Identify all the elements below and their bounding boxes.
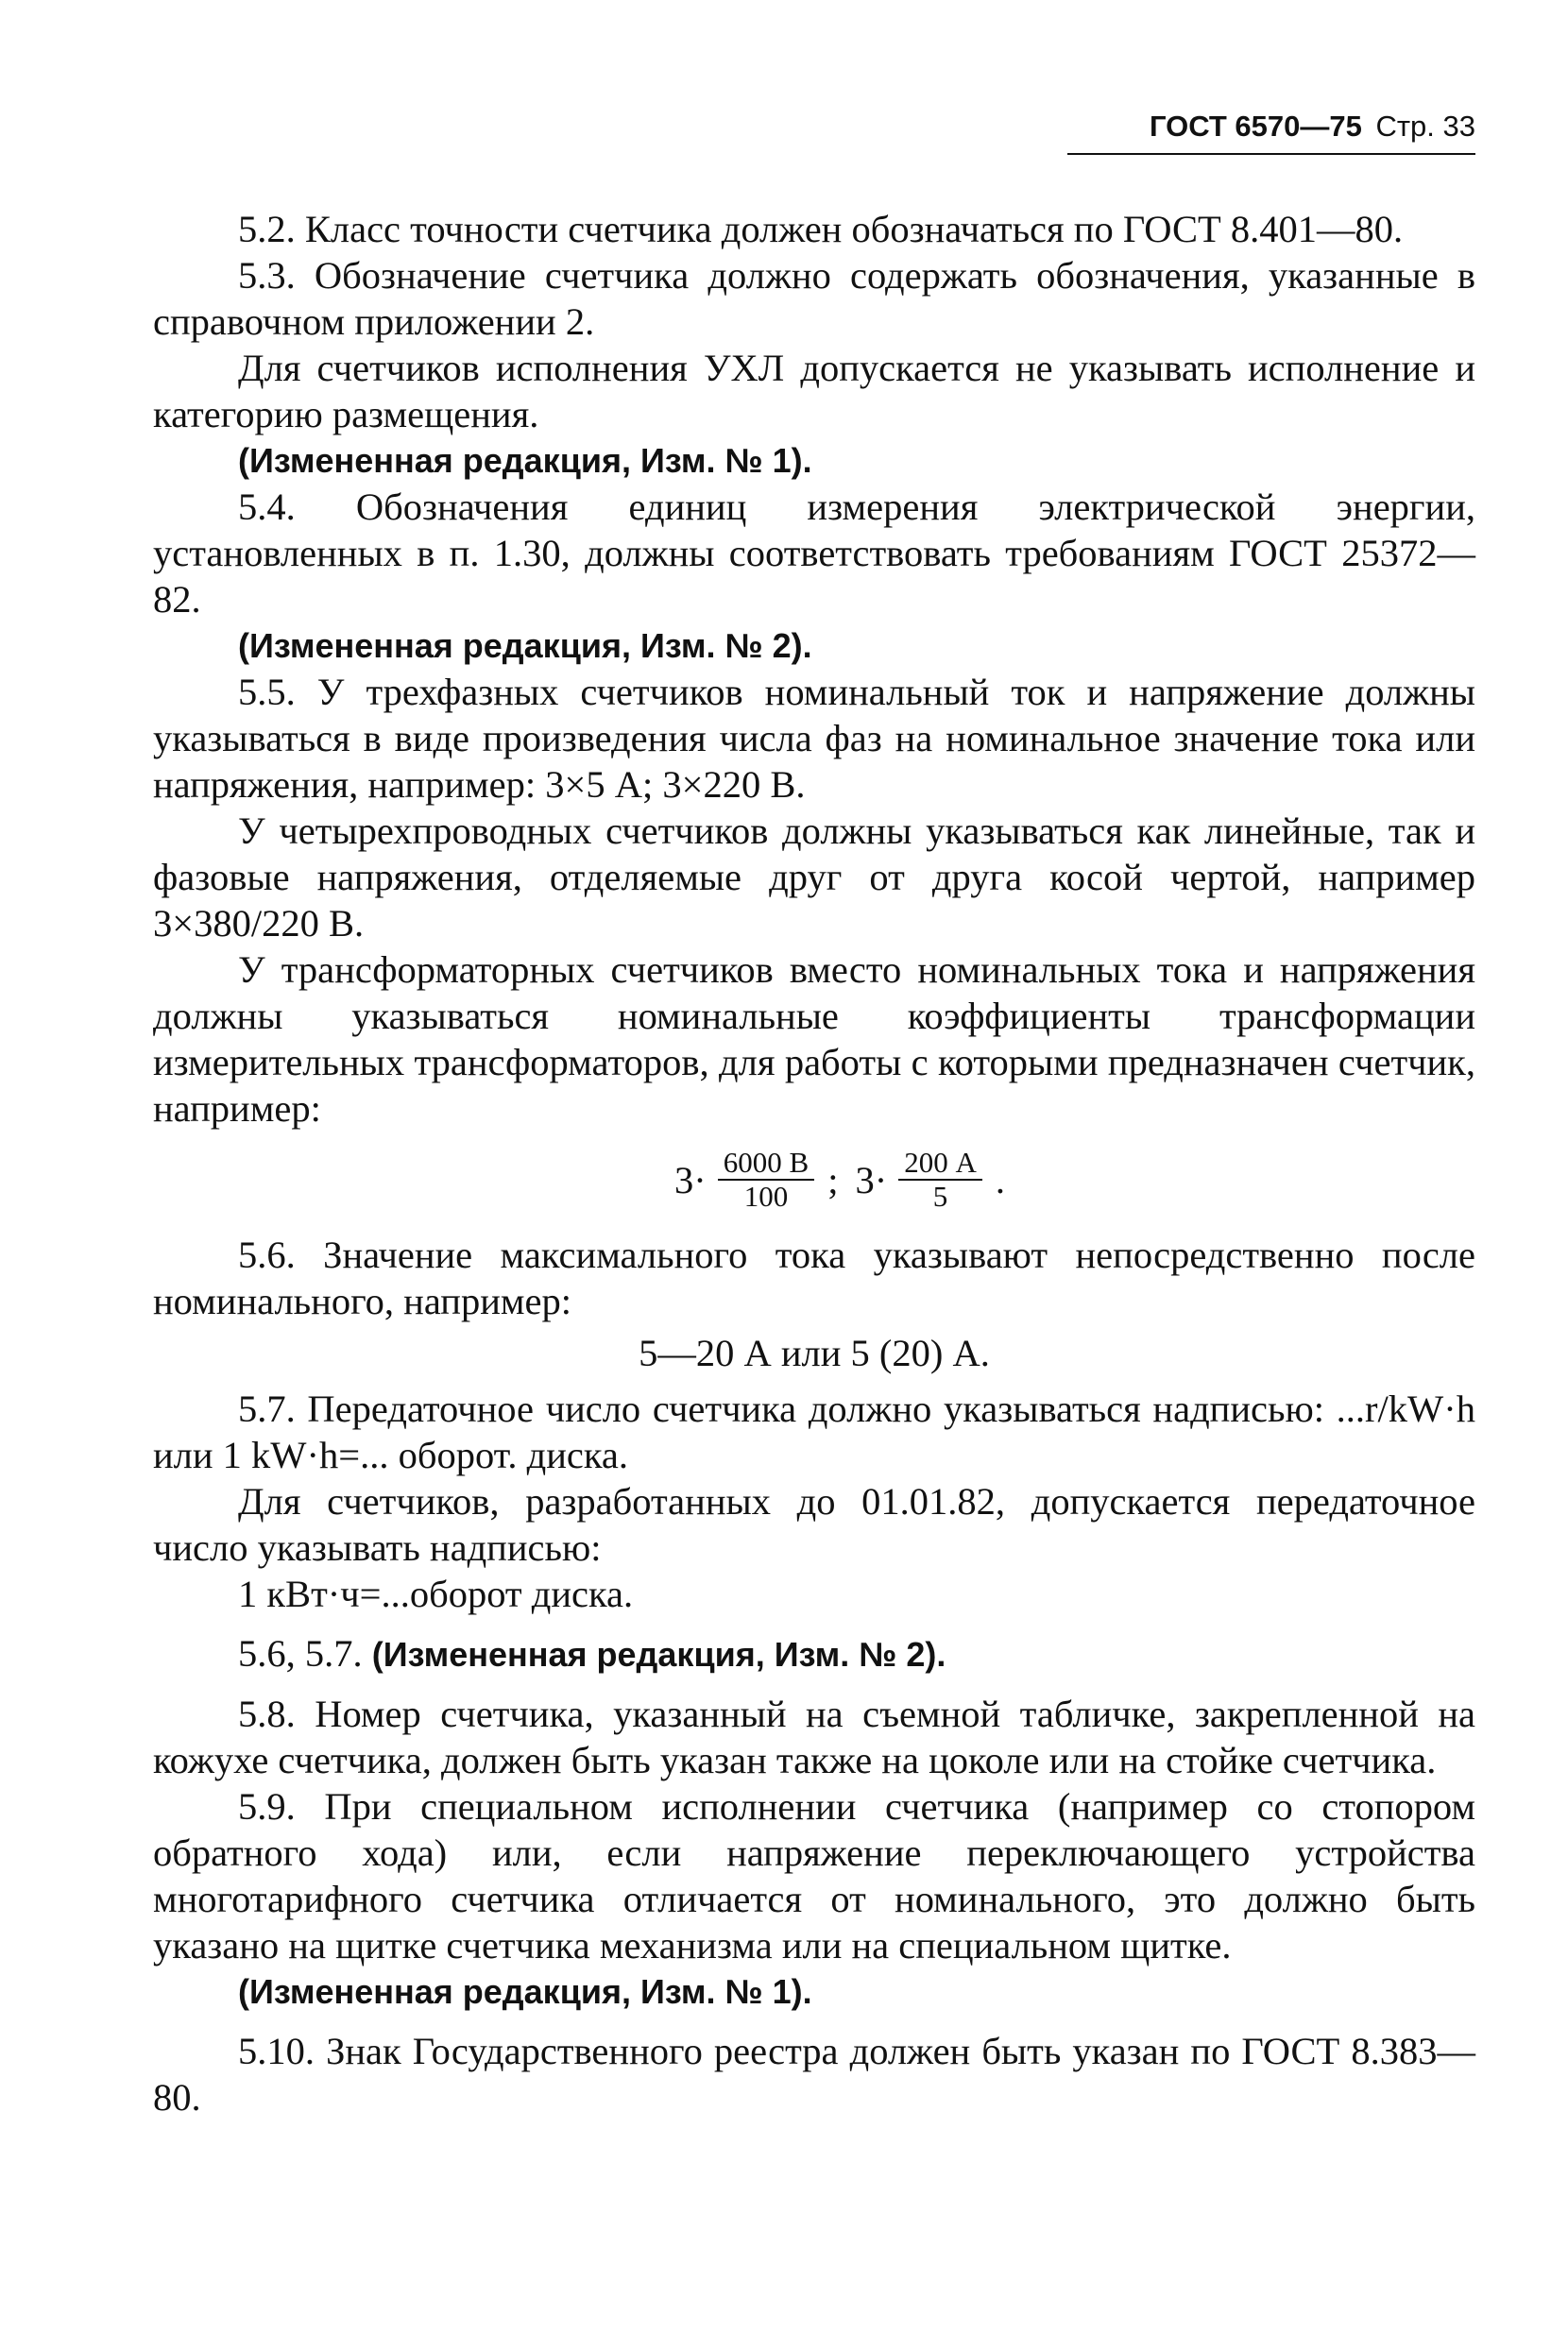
- clause-5-7: 5.7. Передаточное число счетчика должно указываться надписью: ...r/kW·h или 1 kW·h=... оборот. диска.: [153, 1388, 1475, 1476]
- fraction-denominator: 5: [932, 1180, 948, 1213]
- amendment-note-5-6-5-7: [153, 1630, 1475, 1677]
- fraction-numerator: 200 А: [898, 1147, 982, 1181]
- clause-5-4: 5.4. Обозначения единиц измерения электрической энергии, установленных в п. 1.30, должны соответствовать требованиям ГОСТ 25372—82.: [153, 485, 1475, 621]
- fraction-numerator: 6000 В: [718, 1147, 814, 1181]
- page-header: [1067, 110, 1475, 155]
- clause-5-2: 5.2. Класс точности счетчика должен обозначаться по ГОСТ 8.401—80.: [238, 208, 1404, 250]
- page-number: Стр. 33: [1375, 110, 1475, 143]
- clause-5-9: 5.9. При специальном исполнении счетчика (например со стопором обратного хода) или, если напряжение переключающего устройства многотарифного счетчика отличается от номинального, это должно быть указано на щитке счетчика механизма или на специальном щитке.: [153, 1785, 1475, 1967]
- amendment-note: (Измененная редакция, Изм. № 2).: [371, 1635, 946, 1674]
- amendment-note: (Измененная редакция, Изм. № 1).: [238, 1972, 812, 2011]
- clause-5-10: 5.10. Знак Государственного реестра должен быть указан по ГОСТ 8.383—80.: [153, 2030, 1475, 2119]
- clause-5-5-transformer: У трансформаторных счетчиков вместо номинальных тока и напряжения должны указываться номинальные коэффициенты трансформации измерительных трансформаторов, для работы с которыми предназначен счетчик, например:: [153, 948, 1475, 1130]
- clause-5-3: 5.3. Обозначение счетчика должно содержать обозначения, указанные в справочном приложении 2.: [153, 254, 1475, 343]
- formula-multiplier: 3·: [855, 1158, 888, 1201]
- formula-term: [855, 1147, 981, 1213]
- amendment-note: (Измененная редакция, Изм. № 2).: [238, 626, 812, 665]
- clause-5-7-note: Для счетчиков, разработанных до 01.01.82, допускается передаточное число указывать надписью:: [153, 1480, 1475, 1569]
- clause-5-5: 5.5. У трехфазных счетчиков номинальный ток и напряжение должны указываться в виде произведения числа фаз на номинальное значение тока или напряжения, например: 3×5 А; 3×220 В.: [153, 671, 1475, 806]
- formula-transformer-ratio: [153, 1133, 1475, 1226]
- fraction-voltage: [718, 1147, 814, 1213]
- clause-5-3-note: Для счетчиков исполнения УХЛ допускается не указывать исполнение и категорию размещения.: [153, 347, 1475, 435]
- clause-5-7-example: 1 кВт·ч=...оборот диска.: [238, 1573, 634, 1615]
- fraction-current: [898, 1147, 982, 1213]
- formula-end: .: [995, 1158, 1005, 1201]
- amendment-clauses: 5.6, 5.7.: [238, 1632, 363, 1675]
- document-body: [153, 206, 1475, 2120]
- fraction-denominator: 100: [743, 1180, 789, 1213]
- standard-code: ГОСТ 6570—75: [1149, 110, 1362, 143]
- formula-separator: ;: [827, 1158, 839, 1201]
- clause-5-5-four-wire: У четырехпроводных счетчиков должны указываться как линейные, так и фазовые напряжения, отделяемые друг от друга косой чертой, например 3×380/220 В.: [153, 809, 1475, 945]
- clause-5-6-example: 5—20 А или 5 (20) А.: [639, 1332, 990, 1374]
- formula-term: [674, 1147, 814, 1213]
- formula-multiplier: 3·: [674, 1158, 707, 1201]
- clause-5-6: 5.6. Значение максимального тока указывают непосредственно после номинального, например:: [153, 1234, 1475, 1322]
- clause-5-8: 5.8. Номер счетчика, указанный на съемной табличке, закрепленной на кожухе счетчика, должен быть указан также на цоколе или на стойке счетчика.: [153, 1693, 1475, 1781]
- amendment-note: (Измененная редакция, Изм. № 1).: [238, 441, 812, 480]
